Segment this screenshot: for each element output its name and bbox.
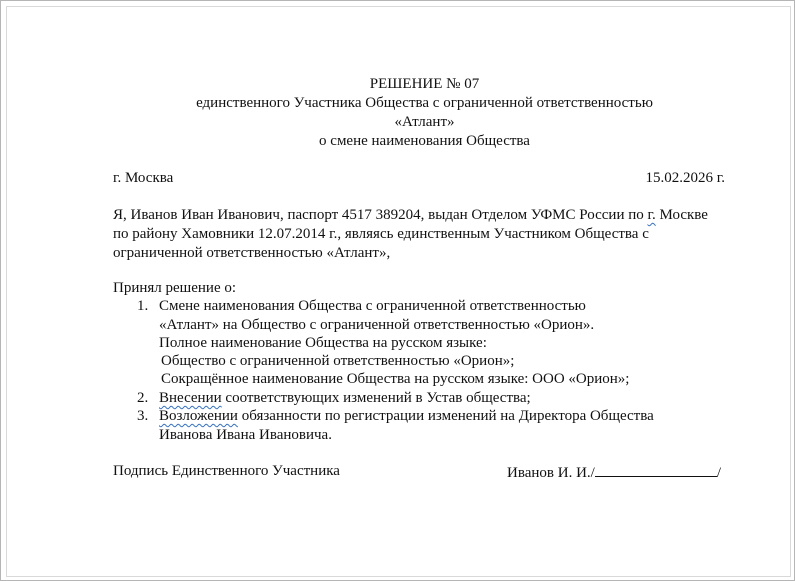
list-item-2-text: соответствующих изменений в Устав общества;	[221, 390, 531, 406]
title-line-subject: о смене наименования Общества	[319, 133, 530, 149]
spellcheck-word-vozlozhenii: Возложении	[159, 408, 238, 424]
list-item-1-line-1: Смене наименования Общества с ограниченной ответственностью	[159, 298, 586, 314]
title-line-company: «Атлант»	[394, 114, 455, 130]
intro-line-1	[113, 206, 708, 224]
signature-block	[507, 462, 721, 482]
title-line-entity: единственного Участника Общества с ограниченной ответственностью	[196, 95, 653, 111]
spellcheck-word-g: г.	[647, 207, 656, 223]
list-item-1-number: 1.	[137, 298, 149, 314]
spellcheck-word-vnesenii: Внесении	[159, 390, 222, 406]
signatory-name: Иванов И. И./	[507, 465, 595, 481]
list-item-1-line-3: Полное наименование Общества на русском языке:	[159, 335, 487, 351]
intro-line-1-end: Москве	[655, 207, 708, 223]
list-item-3-line-2: Иванова Ивана Ивановича.	[159, 427, 332, 443]
list-item-2-number: 2.	[137, 390, 149, 406]
signature-end-slash: /	[716, 465, 721, 481]
intro-line-1-start: Я, Иванов Иван Иванович, паспорт 4517 389204, выдан Отделом УФМС России по	[113, 207, 648, 223]
intro-line-3: ограниченной ответственностью «Атлант»,	[113, 245, 391, 261]
intro-line-2: по району Хамовники 12.07.2014 г., являясь единственным Участником Общества с	[113, 226, 649, 242]
signature-line	[595, 462, 717, 477]
place-text: г. Москва	[113, 170, 174, 186]
list-item-3-number: 3.	[137, 408, 149, 424]
list-item-3	[137, 407, 654, 425]
list-item-1	[137, 297, 586, 315]
list-item-1-line-4: Общество с ограниченной ответственностью «Орион»;	[161, 353, 515, 369]
decision-label: Принял решение о:	[113, 280, 237, 296]
date-text: 15.02.2026 г.	[645, 170, 725, 186]
signature-label: Подпись Единственного Участника	[113, 463, 340, 479]
document-title: РЕШЕНИЕ № 07	[369, 76, 480, 92]
list-item-2	[137, 389, 531, 407]
list-item-1-line-5: Сокращённое наименование Общества на русском языке: ООО «Орион»;	[161, 371, 630, 387]
list-item-3-text: обязанности по регистрации изменений на Директора Общества	[237, 408, 654, 424]
list-item-1-line-2: «Атлант» на Общество с ограниченной ответственностью «Орион».	[159, 317, 595, 333]
